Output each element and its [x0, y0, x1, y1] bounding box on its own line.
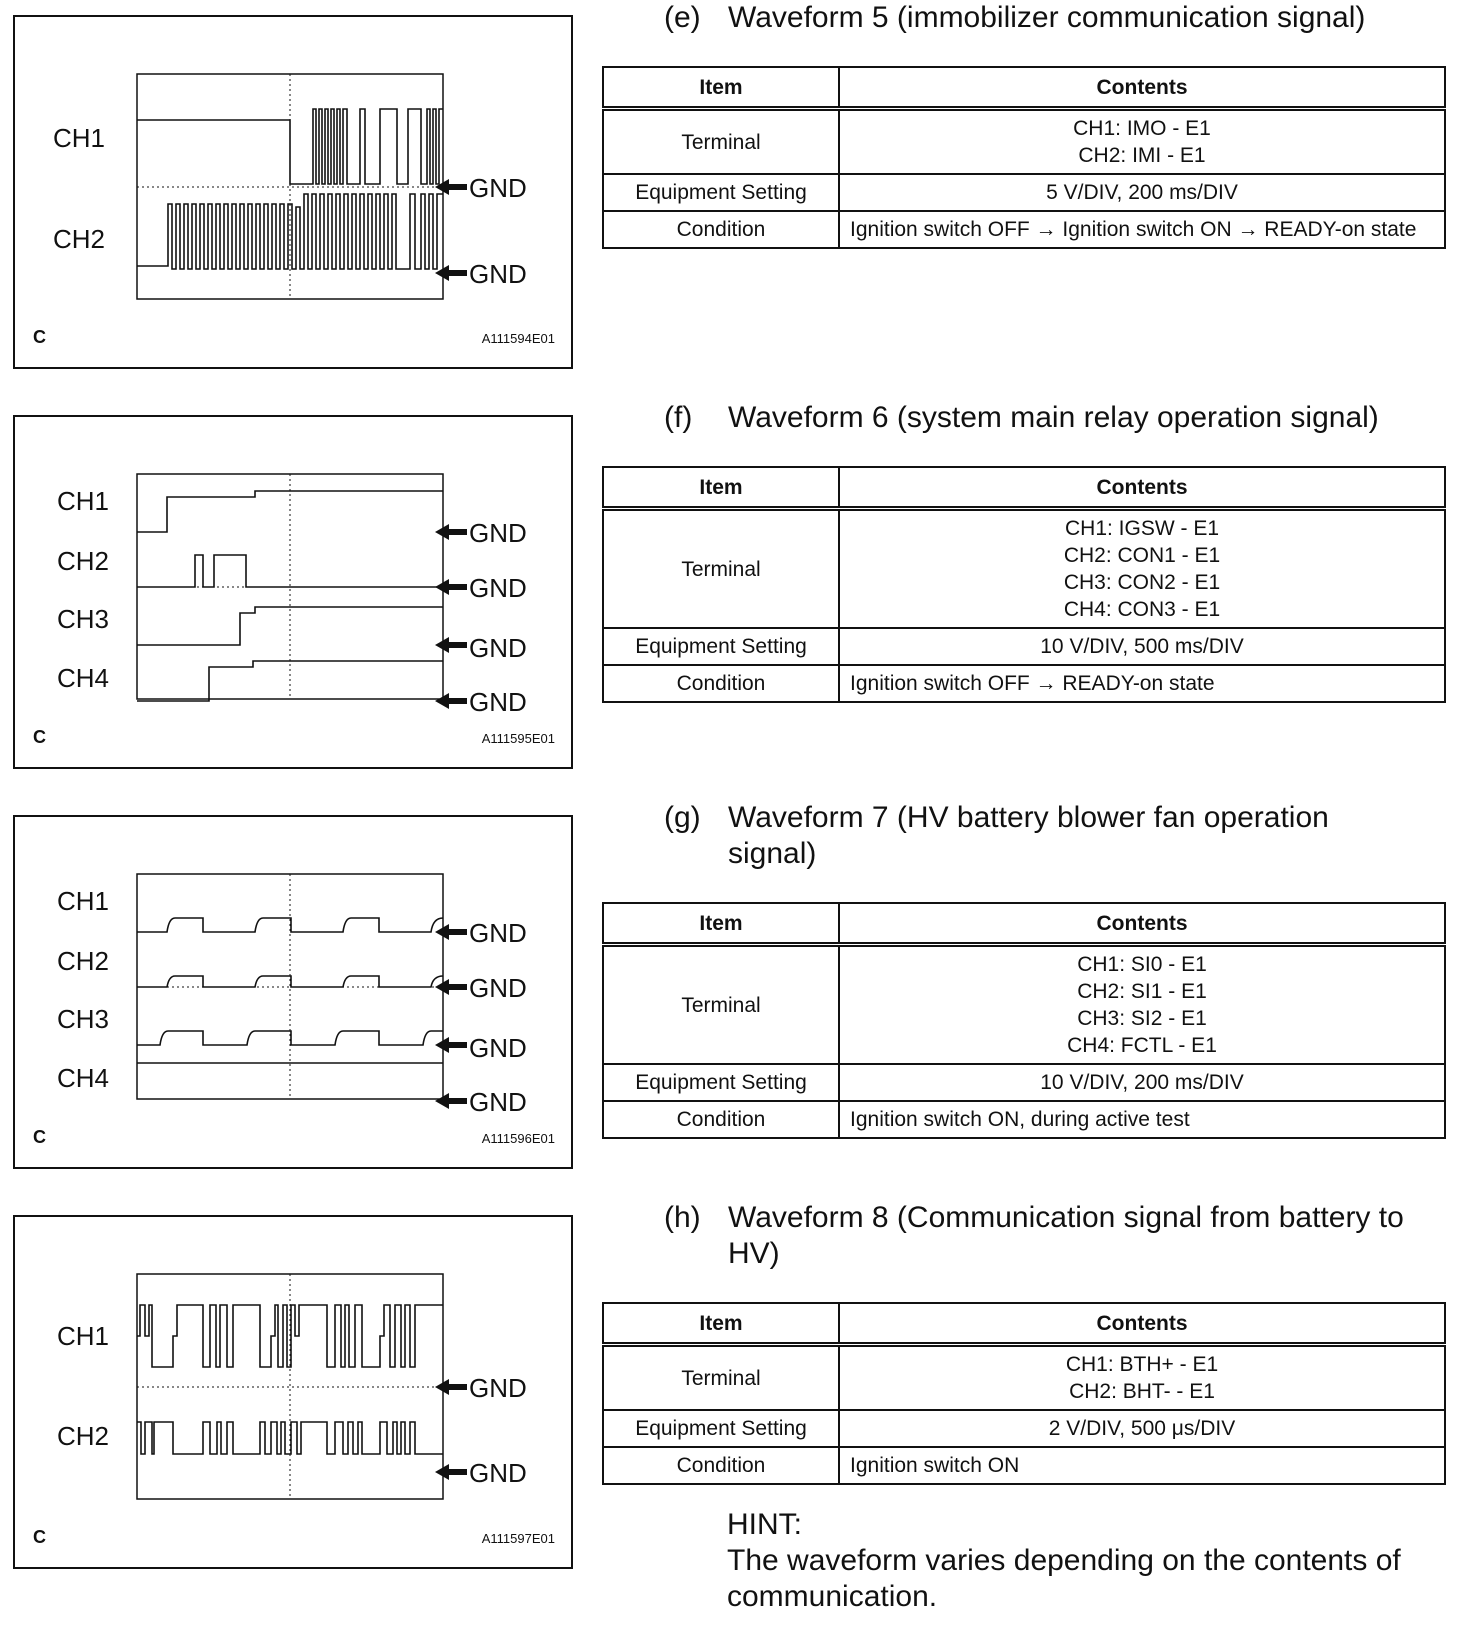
ch1-label: CH1: [57, 1321, 110, 1351]
equipment-value: 2 V/DIV, 500 μs/DIV: [839, 1410, 1445, 1447]
ch2-label: CH2: [57, 1421, 110, 1451]
waveform-8-figure: [13, 1215, 573, 1569]
header-item: Item: [603, 903, 839, 945]
terminal-line: CH4: CON3 - E1: [1063, 598, 1221, 621]
terminal-line: CH1: SI0 - E1: [1077, 953, 1207, 976]
header-item: Item: [603, 1303, 839, 1345]
gnd-label: GND: [469, 687, 527, 717]
section-title: Waveform 6 (system main relay operation signal): [728, 401, 1379, 434]
figure-code: A111594E01: [481, 331, 555, 346]
condition-value: Ignition switch OFF → Ignition switch ON → READY-on state: [839, 211, 1445, 248]
gnd-label: GND: [469, 1373, 527, 1403]
section-letter: (f): [664, 401, 693, 434]
ch1-label: CH1: [53, 123, 106, 153]
terminal-label: Terminal: [603, 509, 839, 629]
waveform-5-figure: [13, 15, 573, 369]
hint-label: HINT:: [727, 1508, 802, 1541]
gnd-arrow-2: [435, 973, 527, 1003]
corner-label: C: [33, 727, 46, 747]
gnd-arrow-1: [435, 518, 527, 548]
terminal-label: Terminal: [603, 109, 839, 175]
condition-label: Condition: [603, 665, 839, 702]
figure-code: A111596E01: [481, 1131, 555, 1146]
terminal-line: CH3: SI2 - E1: [1077, 1007, 1207, 1030]
waveform-7-figure: [13, 815, 573, 1169]
ch1-label: CH1: [57, 486, 110, 516]
terminal-values: [839, 509, 1445, 629]
equipment-value: 10 V/DIV, 500 ms/DIV: [839, 628, 1445, 665]
terminal-line: CH2: SI1 - E1: [1077, 980, 1207, 1003]
gnd-arrow-4: [435, 687, 527, 717]
terminal-line: CH2: IMI - E1: [1078, 144, 1206, 167]
header-item: Item: [603, 67, 839, 109]
gnd-label: GND: [469, 973, 527, 1003]
spec-table: [602, 902, 1446, 1139]
waveform-5-scope: [15, 17, 571, 367]
terminal-line: CH2: CON1 - E1: [1063, 544, 1221, 567]
section-letter: (h): [664, 1201, 701, 1234]
equipment-label: Equipment Setting: [603, 1064, 839, 1101]
gnd-label: GND: [469, 1087, 527, 1117]
section-title: Waveform 7 (HV battery blower fan operation signal): [728, 801, 1329, 870]
ch2-label: CH2: [53, 224, 106, 254]
terminal-values: [839, 945, 1445, 1065]
gnd-arrow-3: [435, 1033, 527, 1063]
ch3-label: CH3: [57, 1004, 110, 1034]
gnd-label: GND: [469, 259, 527, 289]
waveform-8-scope: [15, 1217, 571, 1567]
equipment-label: Equipment Setting: [603, 628, 839, 665]
gnd-label: GND: [469, 1458, 527, 1488]
terminal-line: CH4: FCTL - E1: [1067, 1034, 1217, 1057]
figure-code: A111595E01: [481, 731, 555, 746]
equipment-label: Equipment Setting: [603, 174, 839, 211]
condition-value: Ignition switch ON, during active test: [839, 1101, 1445, 1138]
section-waveform-6: [0, 400, 1472, 800]
ch3-trace: [137, 1031, 443, 1045]
gnd-label: GND: [469, 573, 527, 603]
condition-label: Condition: [603, 1447, 839, 1484]
gnd-arrow-1: [435, 173, 527, 203]
equipment-value: 10 V/DIV, 200 ms/DIV: [839, 1064, 1445, 1101]
gnd-label: GND: [469, 633, 527, 663]
gnd-arrow-2: [435, 259, 527, 289]
gnd-label: GND: [469, 173, 527, 203]
gnd-label: GND: [469, 1033, 527, 1063]
terminal-line: CH1: BTH+ - E1: [1065, 1353, 1219, 1376]
gnd-label: GND: [469, 918, 527, 948]
section-waveform-7: [0, 800, 1472, 1200]
section-letter: (g): [664, 801, 701, 834]
ch4-label: CH4: [57, 663, 110, 693]
section-title: Waveform 8 (Communication signal from battery to HV): [728, 1201, 1404, 1270]
hint-text: The waveform varies depending on the contents of communication.: [727, 1544, 1401, 1613]
ch3-label: CH3: [57, 604, 110, 634]
corner-label: C: [33, 1527, 46, 1547]
waveform-7-scope: [15, 817, 571, 1167]
corner-label: C: [33, 327, 46, 347]
terminal-values: [839, 1345, 1445, 1411]
gnd-arrow-1: [435, 1373, 527, 1403]
gnd-arrow-1: [435, 918, 527, 948]
header-contents: Contents: [839, 1303, 1445, 1345]
terminal-values: [839, 109, 1445, 175]
terminal-line: CH1: IGSW - E1: [1064, 517, 1220, 540]
header-contents: Contents: [839, 67, 1445, 109]
header-contents: Contents: [839, 903, 1445, 945]
terminal-label: Terminal: [603, 1345, 839, 1411]
hint-block: [727, 1507, 1447, 1615]
condition-label: Condition: [603, 1101, 839, 1138]
figure-code: A111597E01: [481, 1531, 555, 1546]
ch4-label: CH4: [57, 1063, 110, 1093]
section-title: Waveform 5 (immobilizer communication signal): [728, 1, 1366, 34]
spec-table: [602, 466, 1446, 703]
gnd-arrow-2: [435, 1458, 527, 1488]
corner-label: C: [33, 1127, 46, 1147]
waveform-6-figure: [13, 415, 573, 769]
terminal-line: CH1: IMO - E1: [1073, 117, 1211, 140]
section-waveform-5: [0, 0, 1472, 400]
gnd-label: GND: [469, 518, 527, 548]
section-letter: (e): [664, 1, 701, 34]
spec-table: [602, 66, 1446, 249]
terminal-line: CH3: CON2 - E1: [1063, 571, 1221, 594]
ch2-label: CH2: [57, 946, 110, 976]
ch1-label: CH1: [57, 886, 110, 916]
header-item: Item: [603, 467, 839, 509]
equipment-label: Equipment Setting: [603, 1410, 839, 1447]
ch2-label: CH2: [57, 546, 110, 576]
condition-value: Ignition switch OFF → READY-on state: [839, 665, 1445, 702]
spec-table: [602, 1302, 1446, 1485]
terminal-label: Terminal: [603, 945, 839, 1065]
waveform-6-scope: [15, 417, 571, 767]
header-contents: Contents: [839, 467, 1445, 509]
condition-value: Ignition switch ON: [839, 1447, 1445, 1484]
condition-label: Condition: [603, 211, 839, 248]
ch1-trace: [137, 109, 443, 184]
gnd-arrow-2: [435, 573, 527, 603]
terminal-line: CH2: BHT- - E1: [1069, 1380, 1215, 1403]
gnd-arrow-3: [435, 633, 527, 663]
equipment-value: 5 V/DIV, 200 ms/DIV: [839, 174, 1445, 211]
gnd-arrow-4: [435, 1087, 527, 1117]
